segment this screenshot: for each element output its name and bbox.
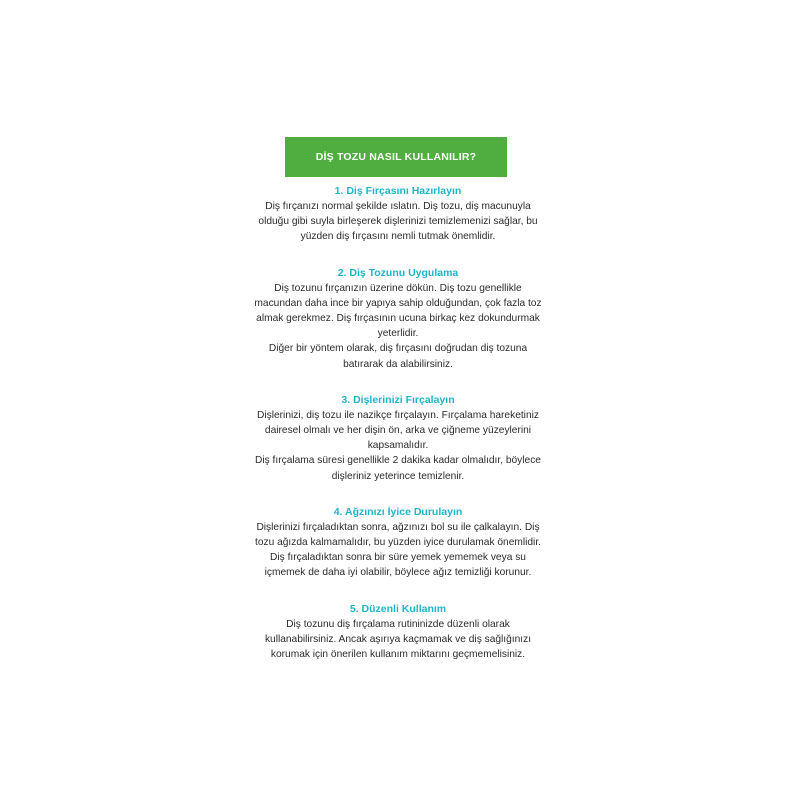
section-apply-powder bbox=[250, 266, 546, 372]
section-paragraph: Diş tozunu fırçanızın üzerine dökün. Diş tozu genellikle macundan daha ince bir yapıya sahip olduğundan, çok fazla toz almak gerekmez. Diş fırçasının ucuna birkaç kez dokundurmak yeterlidir. bbox=[254, 282, 542, 340]
section-paragraph: Diş tozunu diş fırçalama rutininizde düzenli olarak kullanabilirsiniz. Ancak aşırıya kaçmamak ve diş sağlığınızı korumak için önerilen kullanım miktarını geçmemelisiniz. bbox=[264, 618, 532, 661]
page-title: DİŞ TOZU NASIL KULLANILIR? bbox=[315, 151, 477, 163]
section-heading: 1. Diş Fırçasını Hazırlayın bbox=[334, 185, 462, 197]
section-paragraph: Dişlerinizi fırçaladıktan sonra, ağzınızı bol su ile çalkalayın. Diş tozu ağızda kalmamalıdır, bu yüzden iyice durulamak önemlidir. bbox=[255, 521, 541, 549]
section-paragraph: Diş fırçalama süresi genellikle 2 dakika kadar olmalıdır, böylece dişleriniz yeterince temizlenir. bbox=[255, 455, 541, 482]
section-heading: 4. Ağzınızı İyice Durulayın bbox=[333, 505, 463, 518]
instructions-content bbox=[250, 184, 546, 683]
section-regular-use bbox=[250, 602, 546, 663]
section-prepare-brush bbox=[250, 184, 546, 245]
header-banner bbox=[285, 137, 507, 177]
section-paragraph: Diş fırçanızı normal şekilde ıslatın. Diş tozu, diş macunuyla olduğu gibi suyla birleşerek dişlerinizi temizlemenizi sağlar, bu yüzden diş fırçasını nemli tutmak önemlidir. bbox=[258, 201, 538, 243]
section-heading: 3. Dişlerinizi Fırçalayın bbox=[341, 393, 455, 406]
section-paragraph: Diş fırçaladıktan sonra bir süre yemek yememek veya su içmemek de daha iyi olabilir, böylece ağız temizliği korunur. bbox=[264, 552, 532, 579]
section-brush-teeth bbox=[250, 393, 546, 484]
section-paragraph: Diğer bir yöntem olarak, diş fırçasını doğrudan diş tozuna batırarak da alabilirsiniz. bbox=[268, 343, 528, 370]
section-heading: 2. Diş Tozunu Uygulama bbox=[337, 266, 459, 279]
section-paragraph: Dişlerinizi, diş tozu ile nazikçe fırçalayın. Fırçalama hareketiniz dairesel olmalı ve her dişin ön, arka ve çiğneme yüzeylerini kapsamalıdır. bbox=[257, 409, 539, 452]
section-rinse-mouth bbox=[250, 505, 546, 581]
section-heading: 5. Düzenli Kullanım bbox=[349, 602, 447, 615]
